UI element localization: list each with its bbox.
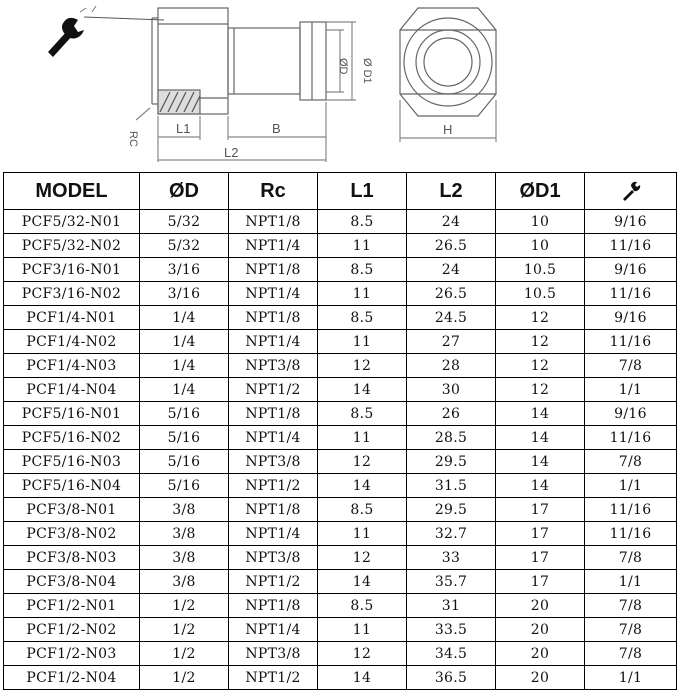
cell-l2: 34.5 [407,642,496,666]
cell-rc: NPT1/2 [229,378,318,402]
header-d1: ØD1 [496,173,585,210]
table-row [4,234,677,258]
cell-d: 1/4 [140,306,229,330]
cell-d: 1/4 [140,330,229,354]
label-b: B [272,121,281,136]
cell-l1: 14 [318,570,407,594]
cell-l2: 31 [407,594,496,618]
cell-d: 3/8 [140,546,229,570]
cell-d: 5/16 [140,474,229,498]
table-row [4,354,677,378]
cell-d1: 12 [496,330,585,354]
cell-d1: 20 [496,594,585,618]
label-h: H [443,122,453,137]
cell-wrench-size: 1/1 [585,570,677,594]
cell-l1: 14 [318,666,407,690]
cell-d: 5/16 [140,450,229,474]
cell-d1: 20 [496,666,585,690]
cell-l1: 11 [318,234,407,258]
cell-rc: NPT1/4 [229,522,318,546]
cell-l2: 31.5 [407,474,496,498]
table-row [4,594,677,618]
cell-model: PCF1/2-N01 [4,594,140,618]
cell-rc: NPT1/8 [229,258,318,282]
cell-wrench-size: 9/16 [585,306,677,330]
cell-d: 3/8 [140,498,229,522]
table-row [4,666,677,690]
cell-l2: 30 [407,378,496,402]
cell-model: PCF5/32-N02 [4,234,140,258]
cell-rc: NPT1/8 [229,306,318,330]
cell-rc: NPT3/8 [229,450,318,474]
cell-l2: 29.5 [407,450,496,474]
table-row [4,618,677,642]
cell-l2: 26.5 [407,234,496,258]
cell-model: PCF5/16-N03 [4,450,140,474]
cell-model: PCF3/16-N01 [4,258,140,282]
cell-l1: 11 [318,522,407,546]
cell-model: PCF1/2-N04 [4,666,140,690]
cell-rc: NPT1/4 [229,426,318,450]
cell-rc: NPT1/8 [229,402,318,426]
cell-d: 1/4 [140,354,229,378]
cell-rc: NPT1/2 [229,666,318,690]
label-rc: RC [127,131,139,147]
cell-wrench-size: 7/8 [585,642,677,666]
cell-l2: 36.5 [407,666,496,690]
cell-wrench-size: 1/1 [585,378,677,402]
cell-d1: 17 [496,546,585,570]
cell-wrench-size: 7/8 [585,594,677,618]
table-row [4,402,677,426]
cell-d: 3/16 [140,282,229,306]
cell-d1: 20 [496,642,585,666]
cell-d1: 14 [496,450,585,474]
cell-d: 3/16 [140,258,229,282]
table-row [4,378,677,402]
cell-rc: NPT1/4 [229,618,318,642]
cell-rc: NPT1/2 [229,570,318,594]
cell-wrench-size: 1/1 [585,474,677,498]
cell-d1: 10.5 [496,258,585,282]
cell-model: PCF1/4-N01 [4,306,140,330]
cell-rc: NPT1/8 [229,498,318,522]
cell-l1: 14 [318,378,407,402]
table-row [4,522,677,546]
header-wrench [585,173,677,210]
cell-d1: 12 [496,354,585,378]
cell-wrench-size: 9/16 [585,402,677,426]
cell-rc: NPT1/4 [229,330,318,354]
cell-model: PCF3/8-N04 [4,570,140,594]
cell-model: PCF5/16-N01 [4,402,140,426]
table-row [4,498,677,522]
label-l1: L1 [176,121,191,136]
cell-d1: 17 [496,570,585,594]
cell-l2: 28 [407,354,496,378]
cell-model: PCF3/8-N02 [4,522,140,546]
cell-d: 1/2 [140,666,229,690]
cell-model: PCF5/32-N01 [4,210,140,234]
cell-wrench-size: 11/16 [585,330,677,354]
table-row [4,474,677,498]
cell-model: PCF3/8-N01 [4,498,140,522]
cell-wrench-size: 1/1 [585,666,677,690]
cell-wrench-size: 11/16 [585,522,677,546]
header-l2: L2 [407,173,496,210]
cell-model: PCF1/4-N02 [4,330,140,354]
cell-rc: NPT1/4 [229,282,318,306]
table-row [4,450,677,474]
cell-l1: 12 [318,642,407,666]
cell-l2: 24 [407,258,496,282]
table-row [4,426,677,450]
cell-l1: 11 [318,426,407,450]
cell-l2: 26.5 [407,282,496,306]
cell-l1: 14 [318,474,407,498]
cell-d: 5/32 [140,210,229,234]
cell-l2: 28.5 [407,426,496,450]
cell-l1: 8.5 [318,498,407,522]
cell-wrench-size: 7/8 [585,450,677,474]
cell-l2: 24.5 [407,306,496,330]
cell-l2: 24 [407,210,496,234]
cell-l1: 11 [318,330,407,354]
cell-l1: 8.5 [318,306,407,330]
cell-d: 3/8 [140,570,229,594]
table-row [4,546,677,570]
cell-l2: 29.5 [407,498,496,522]
cell-d1: 12 [496,306,585,330]
cell-wrench-size: 11/16 [585,234,677,258]
fitting-side-view [136,8,356,162]
cell-model: PCF5/16-N04 [4,474,140,498]
cell-model: PCF3/8-N03 [4,546,140,570]
header-model: MODEL [4,173,140,210]
specification-table [3,172,677,690]
cell-d1: 14 [496,474,585,498]
header-l1: L1 [318,173,407,210]
table-header-row [4,173,677,210]
cell-l2: 33 [407,546,496,570]
cell-d1: 10 [496,234,585,258]
cell-d1: 20 [496,618,585,642]
cell-d1: 14 [496,426,585,450]
cell-wrench-size: 7/8 [585,546,677,570]
cell-l2: 27 [407,330,496,354]
cell-l2: 33.5 [407,618,496,642]
cell-d: 5/16 [140,426,229,450]
cell-wrench-size: 11/16 [585,426,677,450]
cell-l1: 12 [318,546,407,570]
table-row [4,330,677,354]
cell-l1: 12 [318,354,407,378]
table-row [4,210,677,234]
cell-l2: 32.7 [407,522,496,546]
cell-model: PCF1/4-N03 [4,354,140,378]
cell-rc: NPT3/8 [229,546,318,570]
cell-d1: 14 [496,402,585,426]
cell-wrench-size: 9/16 [585,210,677,234]
table-row [4,642,677,666]
cell-rc: NPT1/8 [229,210,318,234]
cell-model: PCF1/2-N02 [4,618,140,642]
table-row [4,306,677,330]
cell-d: 5/16 [140,402,229,426]
cell-l1: 11 [318,282,407,306]
label-d: ØD [337,58,349,75]
label-d1: Ø D1 [361,58,373,84]
cell-rc: NPT3/8 [229,354,318,378]
cell-l1: 12 [318,450,407,474]
cell-rc: NPT1/4 [229,234,318,258]
cell-l1: 8.5 [318,594,407,618]
header-d: ØD [140,173,229,210]
table-row [4,570,677,594]
cell-d1: 10 [496,210,585,234]
cell-l2: 35.7 [407,570,496,594]
cell-rc: NPT1/2 [229,474,318,498]
cell-wrench-size: 7/8 [585,618,677,642]
cell-model: PCF1/2-N03 [4,642,140,666]
wrench-symbol-icon [48,6,164,57]
wrench-icon [620,180,642,202]
cell-model: PCF3/16-N02 [4,282,140,306]
cell-wrench-size: 11/16 [585,282,677,306]
cell-model: PCF5/16-N02 [4,426,140,450]
cell-rc: NPT1/8 [229,594,318,618]
cell-d1: 12 [496,378,585,402]
cell-l1: 8.5 [318,210,407,234]
cell-l1: 8.5 [318,402,407,426]
cell-wrench-size: 7/8 [585,354,677,378]
cell-wrench-size: 9/16 [585,258,677,282]
cell-d: 3/8 [140,522,229,546]
cell-d1: 17 [496,522,585,546]
cell-d1: 17 [496,498,585,522]
cell-d: 1/2 [140,642,229,666]
cell-l1: 11 [318,618,407,642]
technical-drawing [0,0,679,172]
cell-d: 1/2 [140,618,229,642]
cell-d: 1/4 [140,378,229,402]
cell-d: 1/2 [140,594,229,618]
cell-l2: 26 [407,402,496,426]
table-row [4,258,677,282]
cell-model: PCF1/4-N04 [4,378,140,402]
cell-d1: 10.5 [496,282,585,306]
cell-rc: NPT3/8 [229,642,318,666]
cell-wrench-size: 11/16 [585,498,677,522]
label-l2: L2 [224,145,239,160]
table-row [4,282,677,306]
cell-d: 5/32 [140,234,229,258]
cell-l1: 8.5 [318,258,407,282]
header-rc: Rc [229,173,318,210]
